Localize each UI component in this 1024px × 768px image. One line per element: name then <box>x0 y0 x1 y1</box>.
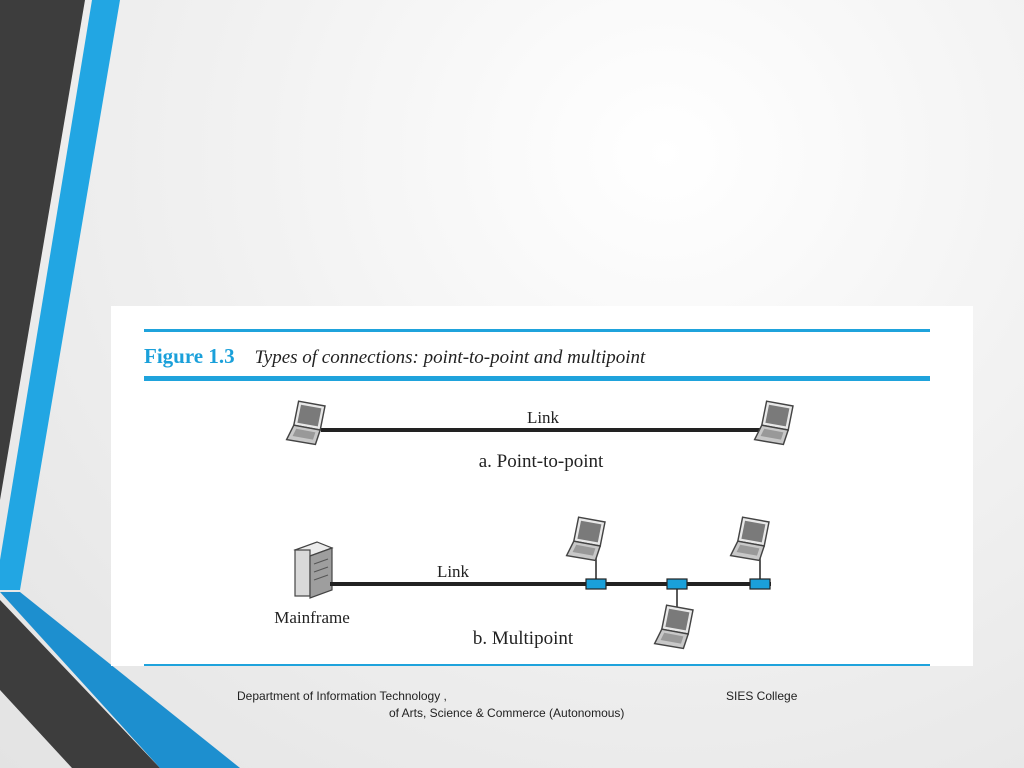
footer-department: Department of Information Technology , <box>237 689 447 703</box>
mainframe-icon <box>295 542 332 598</box>
laptop-icon <box>731 517 769 560</box>
figure-number: Figure 1.3 <box>144 344 235 368</box>
footer-college: SIES College <box>726 689 798 703</box>
mainframe-label: Mainframe <box>274 608 350 627</box>
laptop-icon <box>755 401 793 444</box>
p2p-link-label: Link <box>526 408 560 427</box>
p2p-sublabel: a. Point-to-point <box>478 451 604 472</box>
tap-connector <box>586 579 606 589</box>
tap-connector <box>667 579 687 589</box>
figure-panel <box>111 306 973 666</box>
figure-bottom-rule <box>144 664 930 666</box>
connection-diagram <box>111 306 973 666</box>
tap-connector <box>750 579 770 589</box>
figure-caption: Types of connections: point-to-point and multipoint <box>254 347 646 368</box>
multipoint-link-label: Link <box>436 562 470 581</box>
laptop-icon <box>655 605 693 648</box>
multipoint-sublabel: b. Multipoint <box>472 628 574 649</box>
footer-subtitle: of Arts, Science & Commerce (Autonomous) <box>389 706 625 720</box>
laptop-icon <box>567 517 605 560</box>
laptop-icon <box>287 401 325 444</box>
